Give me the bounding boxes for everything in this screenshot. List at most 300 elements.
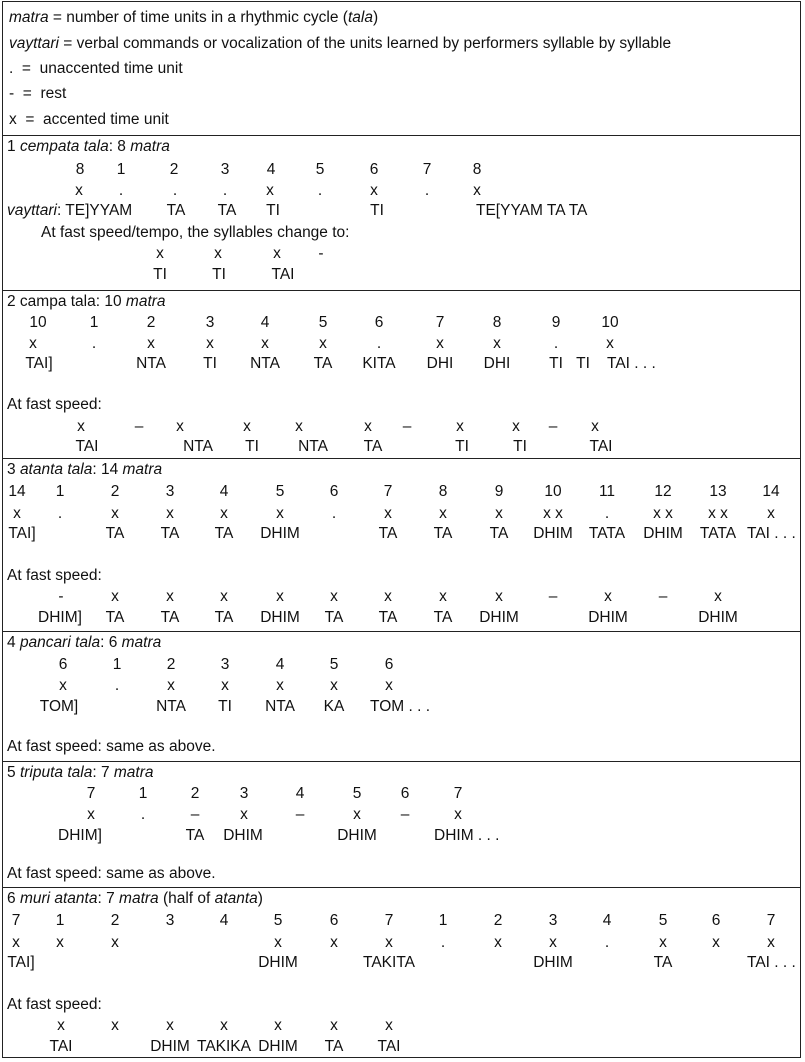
legend-symbol: x <box>9 111 17 128</box>
title-part: : 8 <box>108 138 131 155</box>
legend-definition: = number of time units in a rhythmic cycle ( <box>48 9 348 26</box>
notation-cell: x <box>330 1017 338 1034</box>
title-part: 5 <box>7 764 20 781</box>
notation-cell: x <box>166 588 174 605</box>
notation-cell: 4 <box>219 912 229 929</box>
notation-cell: 6 <box>329 912 339 929</box>
notation-cell: x <box>276 505 284 522</box>
notation-cell: x <box>439 505 447 522</box>
notation-cell: DHIM <box>150 1038 190 1055</box>
notation-cell: DHIM <box>588 609 628 626</box>
notation-cell: x <box>243 418 251 435</box>
title-part: atanta tala <box>19 461 93 478</box>
notation-cell: TI <box>513 438 527 455</box>
notation-cell: 2 <box>169 161 179 178</box>
notation-cell: TI <box>153 266 167 283</box>
notation-row <box>3 864 800 884</box>
legend-definition-term: tala <box>347 9 373 26</box>
notation-cell: TA <box>324 1038 344 1055</box>
legend-definition: = verbal commands or vocalization of the units learned by performers syllable by syllable <box>58 35 672 52</box>
section-cempata <box>3 135 800 291</box>
notation-cell: x <box>495 505 503 522</box>
notation-cell: – <box>402 418 412 435</box>
notation-cell: x <box>167 677 175 694</box>
notation-cell: TE[YYAM TA TA <box>476 202 588 219</box>
notation-cell: TI <box>576 355 590 372</box>
notation-cell: TATA <box>588 525 626 542</box>
legend-entry <box>3 110 800 130</box>
notation-row <box>3 160 800 180</box>
title-part: cempata tala <box>19 138 109 155</box>
section-title <box>3 763 800 783</box>
notation-cell: x x <box>543 505 563 522</box>
notation-cell: 6 <box>329 483 339 500</box>
title-part: matra <box>130 138 170 155</box>
legend-definition-end: ) <box>372 9 379 26</box>
notation-cell: TAI <box>271 266 295 283</box>
notation-cell: x <box>495 588 503 605</box>
notation-row <box>3 437 800 457</box>
notation-cell: . <box>440 934 446 951</box>
notation-cell: x <box>385 677 393 694</box>
notation-cell: TI <box>549 355 563 372</box>
notation-cell: At fast speed: same as above. <box>7 865 216 882</box>
notation-cell: DHIM <box>533 525 573 542</box>
notation-cell: DHIM <box>533 954 573 971</box>
notation-cell: 4 <box>275 656 285 673</box>
title-part: triputa tala <box>19 764 93 781</box>
notation-cell: 3 <box>239 785 249 802</box>
title-part: matra <box>119 890 159 907</box>
notation-cell: x <box>606 335 614 352</box>
legend-entry <box>3 84 800 104</box>
notation-cell: TA <box>433 525 453 542</box>
notation-row <box>3 805 800 825</box>
notation-cell: TI <box>212 266 226 283</box>
legend-definition: = rest <box>14 85 67 102</box>
notation-cell: DHIM <box>258 1038 298 1055</box>
notation-row <box>3 395 800 415</box>
notation-cell: x x <box>653 505 673 522</box>
notation-cell: x <box>156 245 164 262</box>
notation-cell: 5 <box>329 656 339 673</box>
notation-row <box>3 417 800 437</box>
notation-cell: 4 <box>260 314 270 331</box>
notation-cell: . <box>604 934 610 951</box>
notation-row <box>3 244 800 264</box>
title-part: (half of <box>158 890 215 907</box>
notation-cell: – <box>295 806 305 823</box>
notation-cell: At fast speed: <box>7 396 102 413</box>
notation-cell: x <box>454 806 462 823</box>
notation-cell: 5 <box>318 314 328 331</box>
notation-cell: x <box>111 1017 119 1034</box>
title-part: : 14 <box>92 461 123 478</box>
legend-entry <box>3 34 800 54</box>
vayttari-term: vayttari <box>7 202 57 219</box>
notation-cell: 7 <box>766 912 776 929</box>
notation-cell: x <box>206 335 214 352</box>
notation-row <box>3 608 800 628</box>
notation-cell: x <box>604 588 612 605</box>
notation-cell: x <box>436 335 444 352</box>
legend-entry <box>3 8 800 28</box>
notation-row <box>3 933 800 953</box>
notation-cell: TI <box>455 438 469 455</box>
notation-cell: TATA <box>699 525 737 542</box>
section-title <box>3 137 800 157</box>
notation-cell: 6 <box>374 314 384 331</box>
notation-cell: At fast speed: <box>7 996 102 1013</box>
notation-cell: x <box>59 677 67 694</box>
notation-cell: – <box>658 588 668 605</box>
notation-cell: x <box>364 418 372 435</box>
title-part: pancari tala <box>19 634 101 651</box>
notation-row <box>3 953 800 973</box>
notation-cell: TA <box>214 609 234 626</box>
notation-cell: TOM] <box>39 698 79 715</box>
notation-cell: 8 <box>75 161 85 178</box>
notation-cell: x <box>166 1017 174 1034</box>
notation-cell: DHIM <box>643 525 683 542</box>
notation-cell: 3 <box>165 912 175 929</box>
notation-cell: 11 <box>598 483 616 500</box>
notation-row <box>3 566 800 586</box>
notation-cell: . <box>553 335 559 352</box>
notation-cell: At fast speed: same as above. <box>7 738 216 755</box>
notation-cell: 1 <box>138 785 148 802</box>
notation-cell: x <box>493 335 501 352</box>
notation-cell: TI <box>203 355 217 372</box>
notation-cell: – <box>548 418 558 435</box>
notation-cell: TAI <box>377 1038 401 1055</box>
notation-cell: 7 <box>86 785 96 802</box>
notation-cell: 10 <box>29 314 47 331</box>
notation-cell: x <box>591 418 599 435</box>
notation-cell: x <box>87 806 95 823</box>
notation-cell: x <box>12 934 20 951</box>
notation-cell: x <box>56 934 64 951</box>
notation-cell: . <box>604 505 610 522</box>
legend-term: vayttari <box>9 35 59 52</box>
notation-cell: 1 <box>438 912 448 929</box>
notation-cell: 1 <box>55 483 65 500</box>
notation-cell: 8 <box>472 161 482 178</box>
notation-cell: x x <box>708 505 728 522</box>
notation-cell: . <box>140 806 146 823</box>
notation-cell: x <box>276 588 284 605</box>
notation-row <box>3 223 800 243</box>
notation-cell: TI <box>370 202 384 219</box>
notation-cell: 6 <box>400 785 410 802</box>
notation-cell: 1 <box>55 912 65 929</box>
notation-cell: 10 <box>544 483 562 500</box>
notation-cell: TA <box>217 202 237 219</box>
notation-row <box>3 826 800 846</box>
legend-entry <box>3 59 800 79</box>
notation-cell: 14 <box>762 483 780 500</box>
notation-cell: KITA <box>362 355 396 372</box>
notation-cell: 4 <box>602 912 612 929</box>
notation-cell: x <box>494 934 502 951</box>
notation-row <box>3 784 800 804</box>
notation-cell: At fast speed/tempo, the syllables change to: <box>41 224 350 241</box>
legend-definition: = accented time unit <box>16 111 169 128</box>
notation-cell: DHIM <box>698 609 738 626</box>
notation-cell: DHI <box>426 355 454 372</box>
notation-row <box>3 995 800 1015</box>
notation-cell: DHIM] <box>38 609 82 626</box>
notation-cell: 2 <box>110 483 120 500</box>
notation-cell: x <box>276 677 284 694</box>
notation-cell: DHIM <box>258 954 298 971</box>
title-part: 3 <box>7 461 20 478</box>
notation-cell: 7 <box>453 785 463 802</box>
notation-cell: x <box>240 806 248 823</box>
notation-cell: x <box>473 182 481 199</box>
notation-cell: x <box>385 1017 393 1034</box>
notation-cell: x <box>512 418 520 435</box>
notation-cell: TAI <box>49 1038 73 1055</box>
notation-cell: - <box>58 588 64 605</box>
tala-notation-table <box>2 1 801 1058</box>
notation-row <box>3 265 800 285</box>
notation-row <box>3 354 800 374</box>
notation-cell: At fast speed: <box>7 567 102 584</box>
notation-cell: x <box>274 934 282 951</box>
notation-row <box>3 587 800 607</box>
notation-cell: x <box>370 182 378 199</box>
notation-cell: x <box>384 588 392 605</box>
notation-cell: . <box>118 182 124 199</box>
notation-cell: x <box>273 245 281 262</box>
notation-cell: 7 <box>383 483 393 500</box>
title-part: matra <box>113 764 154 781</box>
notation-cell: x <box>712 934 720 951</box>
notation-cell: – <box>548 588 558 605</box>
notation-cell: . <box>317 182 323 199</box>
notation-cell: x <box>220 1017 228 1034</box>
notation-row <box>3 524 800 544</box>
notation-row <box>3 313 800 333</box>
notation-row <box>3 737 800 757</box>
notation-cell: 2 <box>110 912 120 929</box>
title-part: 1 <box>7 138 20 155</box>
notation-cell: TAI] <box>7 954 35 971</box>
notation-cell: TA <box>313 355 333 372</box>
notation-cell: TA <box>324 609 344 626</box>
notation-cell: 1 <box>116 161 126 178</box>
notation-row <box>3 697 800 717</box>
notation-cell: DHIM <box>337 827 377 844</box>
notation-cell: NTA <box>156 698 186 715</box>
notation-cell: - <box>318 245 324 262</box>
notation-cell: x <box>266 182 274 199</box>
notation-cell: 3 <box>205 314 215 331</box>
notation-cell: x <box>384 505 392 522</box>
notation-cell: DHIM <box>260 525 300 542</box>
title-part: : 7 <box>92 764 114 781</box>
legend-symbol: - <box>9 85 15 102</box>
notation-cell: TA <box>363 438 383 455</box>
section-pancari <box>3 631 800 762</box>
notation-cell: x <box>767 505 775 522</box>
notation-cell: TA <box>378 525 398 542</box>
notation-cell: 2 <box>493 912 503 929</box>
notation-cell: NTA <box>265 698 295 715</box>
notation-row <box>3 504 800 524</box>
notation-cell: x <box>221 677 229 694</box>
notation-cell: DHIM] <box>58 827 102 844</box>
notation-cell: x <box>111 588 119 605</box>
notation-cell: 12 <box>654 483 672 500</box>
notation-cell: . <box>57 505 63 522</box>
legend-term: matra <box>9 9 49 26</box>
notation-cell: TAKITA <box>363 954 415 971</box>
notation-cell: DHIM <box>223 827 263 844</box>
notation-cell: x <box>295 418 303 435</box>
notation-cell: 4 <box>266 161 276 178</box>
notation-cell: x <box>13 505 21 522</box>
section-triputa <box>3 761 800 888</box>
notation-cell: TAI] <box>8 525 36 542</box>
notation-cell: TI <box>218 698 232 715</box>
title-part: matra <box>121 634 162 651</box>
notation-cell: NTA <box>250 355 280 372</box>
notation-cell: . <box>91 335 97 352</box>
notation-cell: 6 <box>711 912 721 929</box>
notation-cell: x <box>111 934 119 951</box>
notation-cell: TA <box>489 525 509 542</box>
notation-cell: TA <box>653 954 673 971</box>
notation-cell: x <box>166 505 174 522</box>
notation-cell: TA <box>185 827 205 844</box>
notation-cell: 2 <box>190 785 200 802</box>
section-title <box>3 460 800 480</box>
notation-cell: x <box>214 245 222 262</box>
notation-cell: x <box>385 934 393 951</box>
notation-cell: TI <box>245 438 259 455</box>
notation-row <box>3 181 800 201</box>
notation-cell: NTA <box>298 438 328 455</box>
notation-cell: TAI <box>589 438 613 455</box>
title-part: muri atanta <box>19 890 98 907</box>
notation-cell: 5 <box>352 785 362 802</box>
title-part: matra <box>122 461 163 478</box>
vayttari-syllable: : TE]YYAM <box>56 202 133 219</box>
notation-cell: TA <box>160 525 180 542</box>
notation-cell: x <box>659 934 667 951</box>
notation-row <box>3 911 800 931</box>
title-part: : 6 <box>100 634 122 651</box>
notation-cell: x <box>319 335 327 352</box>
notation-cell: 10 <box>601 314 619 331</box>
notation-cell: TA <box>378 609 398 626</box>
notation-cell: x <box>57 1017 65 1034</box>
notation-cell: 8 <box>492 314 502 331</box>
notation-cell: x <box>330 677 338 694</box>
notation-cell: TAI] <box>25 355 53 372</box>
notation-cell: TA <box>214 525 234 542</box>
notation-cell: x <box>111 505 119 522</box>
notation-cell: TA <box>105 525 125 542</box>
notation-cell: 9 <box>494 483 504 500</box>
notation-cell: . <box>172 182 178 199</box>
notation-cell: 3 <box>165 483 175 500</box>
notation-cell: – <box>400 806 410 823</box>
notation-cell: x <box>549 934 557 951</box>
notation-cell: NTA <box>136 355 166 372</box>
notation-cell: TA <box>166 202 186 219</box>
notation-row <box>3 676 800 696</box>
notation-cell: x <box>274 1017 282 1034</box>
vayttari-label <box>7 201 132 221</box>
notation-cell: 4 <box>295 785 305 802</box>
notation-cell: 4 <box>219 483 229 500</box>
legend-symbol: . <box>9 60 14 77</box>
notation-row <box>3 334 800 354</box>
notation-row <box>3 1016 800 1036</box>
notation-cell: 6 <box>384 656 394 673</box>
notation-cell: 5 <box>658 912 668 929</box>
notation-cell: x <box>330 934 338 951</box>
title-part: 6 <box>7 890 20 907</box>
notation-cell: TAI . . . <box>747 525 796 542</box>
notation-cell: 6 <box>58 656 68 673</box>
notation-cell: . <box>331 505 337 522</box>
notation-cell: x <box>77 418 85 435</box>
notation-row <box>3 655 800 675</box>
notation-cell: x <box>75 182 83 199</box>
notation-cell: 8 <box>438 483 448 500</box>
notation-cell: DHIM . . . <box>434 827 500 844</box>
notation-cell: x <box>261 335 269 352</box>
notation-cell: 6 <box>369 161 379 178</box>
notation-row <box>3 201 800 221</box>
notation-cell: 7 <box>435 314 445 331</box>
notation-cell: DHIM <box>260 609 300 626</box>
notation-cell: 1 <box>89 314 99 331</box>
section-campa <box>3 290 800 459</box>
legend-definition: = unaccented time unit <box>13 60 183 77</box>
notation-cell: KA <box>323 698 345 715</box>
notation-cell: 7 <box>11 912 21 929</box>
notation-cell: TOM . . . <box>370 698 430 715</box>
notation-cell: x <box>767 934 775 951</box>
notation-cell: x <box>714 588 722 605</box>
title-part: atanta <box>214 890 258 907</box>
notation-cell: TI <box>266 202 280 219</box>
notation-cell: – <box>190 806 200 823</box>
notation-cell: TA <box>433 609 453 626</box>
notation-cell: TA <box>105 609 125 626</box>
notation-cell: – <box>134 418 144 435</box>
notation-cell: 2 <box>146 314 156 331</box>
notation-cell: 7 <box>422 161 432 178</box>
notation-cell: 2 <box>166 656 176 673</box>
section-atanta <box>3 458 800 632</box>
section-title <box>3 889 800 909</box>
notation-cell: x <box>147 335 155 352</box>
notation-cell: 9 <box>551 314 561 331</box>
notation-row <box>3 1037 800 1057</box>
notation-cell: x <box>330 588 338 605</box>
notation-cell: 7 <box>384 912 394 929</box>
notation-cell: DHI <box>483 355 511 372</box>
notation-cell: NTA <box>183 438 213 455</box>
notation-cell: 5 <box>315 161 325 178</box>
notation-cell: x <box>353 806 361 823</box>
